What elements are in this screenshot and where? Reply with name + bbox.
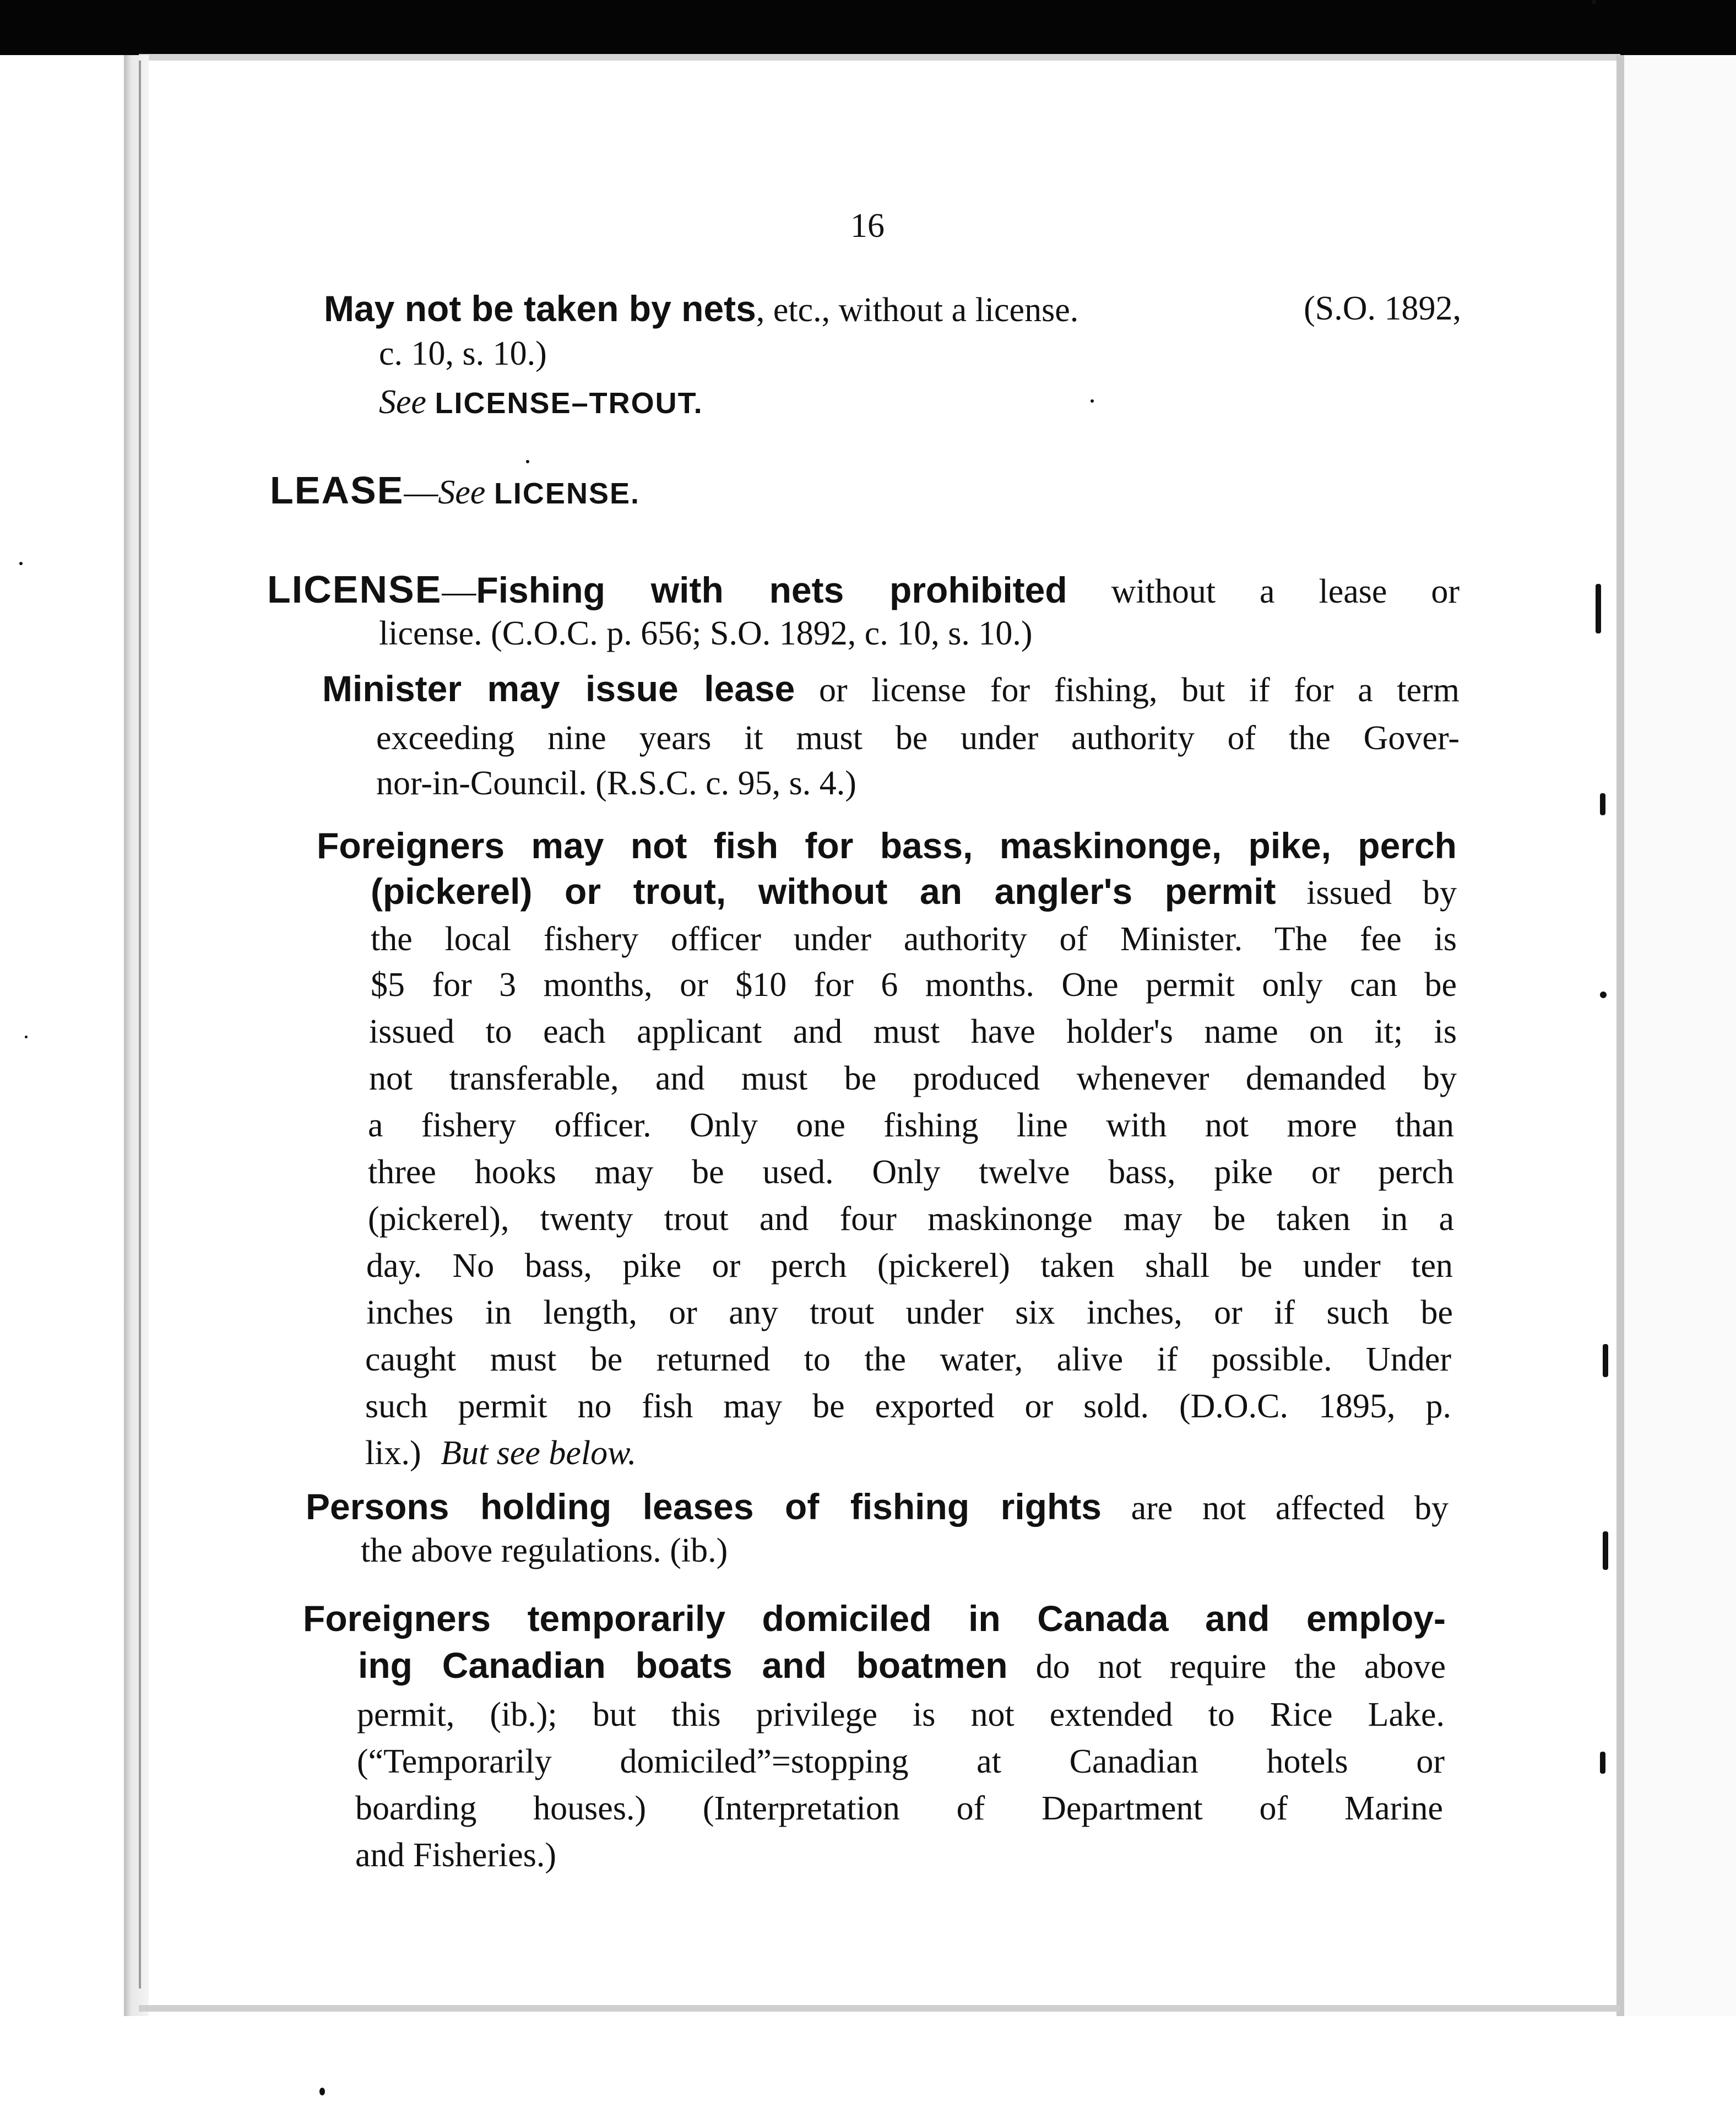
see-target: LICENSE.	[493, 477, 640, 510]
citation-continued: c. 10, s. 10.)	[379, 335, 547, 372]
entry-line-text: permit, (ib.); but this privilege is not extended to Rice Lake.	[357, 1696, 1445, 1733]
entry-text: without a lease or	[1067, 573, 1460, 610]
see-word: See	[379, 383, 427, 421]
dash: —	[442, 573, 476, 610]
see-target: LICENSE–TROUT.	[435, 387, 703, 420]
entry-lead: Fishing with nets prohibited	[476, 570, 1067, 610]
entry-line	[357, 1693, 1445, 1737]
entry-text: lix.)	[365, 1434, 421, 1472]
entry-line: and Fisheries.)	[355, 1836, 557, 1874]
entry-line	[366, 1291, 1453, 1335]
entry-text: do not require the above	[1007, 1648, 1446, 1686]
entry-line-text: caught must be returned to the water, alive if possible. Under	[365, 1341, 1451, 1378]
entry-line-text: issued to each applicant and must have holder's name on it; is	[369, 1013, 1457, 1050]
page-number: 16	[850, 207, 885, 245]
entry-line	[365, 1337, 1451, 1382]
entry-line	[369, 1010, 1457, 1054]
page-right-edge	[1616, 55, 1624, 2016]
entry-lead: Minister may issue lease	[322, 668, 795, 709]
entry-lead: ing Canadian boats and boatmen	[358, 1645, 1008, 1686]
entry-line-text: three hooks may be used. Only twelve bass, pike or perch	[368, 1153, 1454, 1191]
entry-line-text: day. No bass, pike or perch (pickerel) taken shall be under ten	[366, 1247, 1453, 1285]
see-word: See	[438, 474, 486, 511]
entry-line-text: a fishery officer. Only one fishing line with not more than	[368, 1107, 1454, 1144]
page-bottom-edge	[139, 2005, 1620, 2012]
entry-line-text: (pickerel), twenty trout and four maskinonge may be taken in a	[368, 1200, 1454, 1238]
page-binding-line	[139, 61, 141, 1989]
entry-line: nor-in-Council. (R.S.C. c. 95, s. 4.)	[376, 765, 856, 802]
dash: —	[404, 474, 438, 511]
entry-line	[371, 963, 1457, 1007]
entry-text: or license for fishing, but if for a term	[795, 671, 1460, 709]
entry-line	[368, 1103, 1454, 1147]
scan-border-top	[0, 0, 1736, 55]
entry-line	[368, 1197, 1454, 1241]
entry-line	[368, 1150, 1454, 1194]
headword-lease: LEASE	[270, 469, 404, 512]
entry-line	[366, 1244, 1453, 1288]
entry-may-not-be-taken	[324, 286, 1461, 332]
entry-line	[365, 1384, 1451, 1428]
entry-lead: (pickerel) or trout, without an angler's permit	[371, 871, 1276, 912]
page-right-gutter	[1624, 55, 1736, 2016]
entry-line	[371, 869, 1457, 915]
entry-minister	[322, 667, 1460, 712]
entry-lead: Foreigners may not fish for bass, maskinonge, pike, perch	[317, 825, 1457, 866]
entry-line	[369, 1057, 1457, 1101]
entry-line	[357, 1740, 1445, 1784]
entry-text: are not affected by	[1101, 1489, 1449, 1527]
page-top-edge	[139, 54, 1620, 61]
entry-line-text: (“Temporarily domiciled”=stopping at Canadian hotels or	[357, 1743, 1445, 1780]
headword-license: LICENSE	[267, 568, 442, 611]
entry-line-text: boarding houses.) (Interpretation of Department of Marine	[355, 1790, 1443, 1827]
entry-line	[358, 1643, 1446, 1689]
entry-line	[371, 917, 1457, 961]
entry-line-text: $5 for 3 months, or $10 for 6 months. One permit only can be	[371, 966, 1457, 1004]
entry-line-text: not transferable, and must be produced whenever demanded by	[369, 1060, 1457, 1097]
entry-line	[355, 1786, 1443, 1830]
entry-lead: May not be taken by nets	[324, 288, 756, 329]
entry-line-text: inches in length, or any trout under six inches, or if such be	[366, 1294, 1453, 1331]
entry-foreigners	[317, 824, 1457, 868]
entry-lease	[270, 468, 640, 516]
entry-line-text: such permit no fish may be exported or sold. (D.O.C. 1895, p.	[365, 1388, 1451, 1425]
entry-license	[267, 567, 1460, 614]
entry-line	[376, 716, 1460, 760]
entry-line	[365, 1431, 636, 1475]
entry-persons	[306, 1485, 1449, 1530]
cross-reference: But see below.	[441, 1434, 637, 1472]
entry-line-text: the local fishery officer under authority of Minister. The fee is	[371, 920, 1457, 958]
entry-line: license. (C.O.C. p. 656; S.O. 1892, c. 10, s. 10.)	[379, 615, 1033, 652]
entry-text: issued by	[1276, 874, 1457, 912]
page-left-edge	[124, 55, 149, 2016]
entry-lead: Persons holding leases of fishing rights	[306, 1486, 1102, 1527]
entry-text: , etc., without a license.	[756, 291, 1079, 329]
entry-line: the above regulations. (ib.)	[361, 1532, 728, 1569]
cross-reference	[379, 380, 703, 425]
entry-foreigners-temporarily	[303, 1596, 1446, 1640]
citation: (S.O. 1892,	[1304, 290, 1461, 327]
entry-lead: Foreigners temporarily domiciled in Canada and employ-	[303, 1598, 1446, 1639]
entry-line-text: exceeding nine years it must be under authority of the Gover-	[376, 719, 1460, 757]
